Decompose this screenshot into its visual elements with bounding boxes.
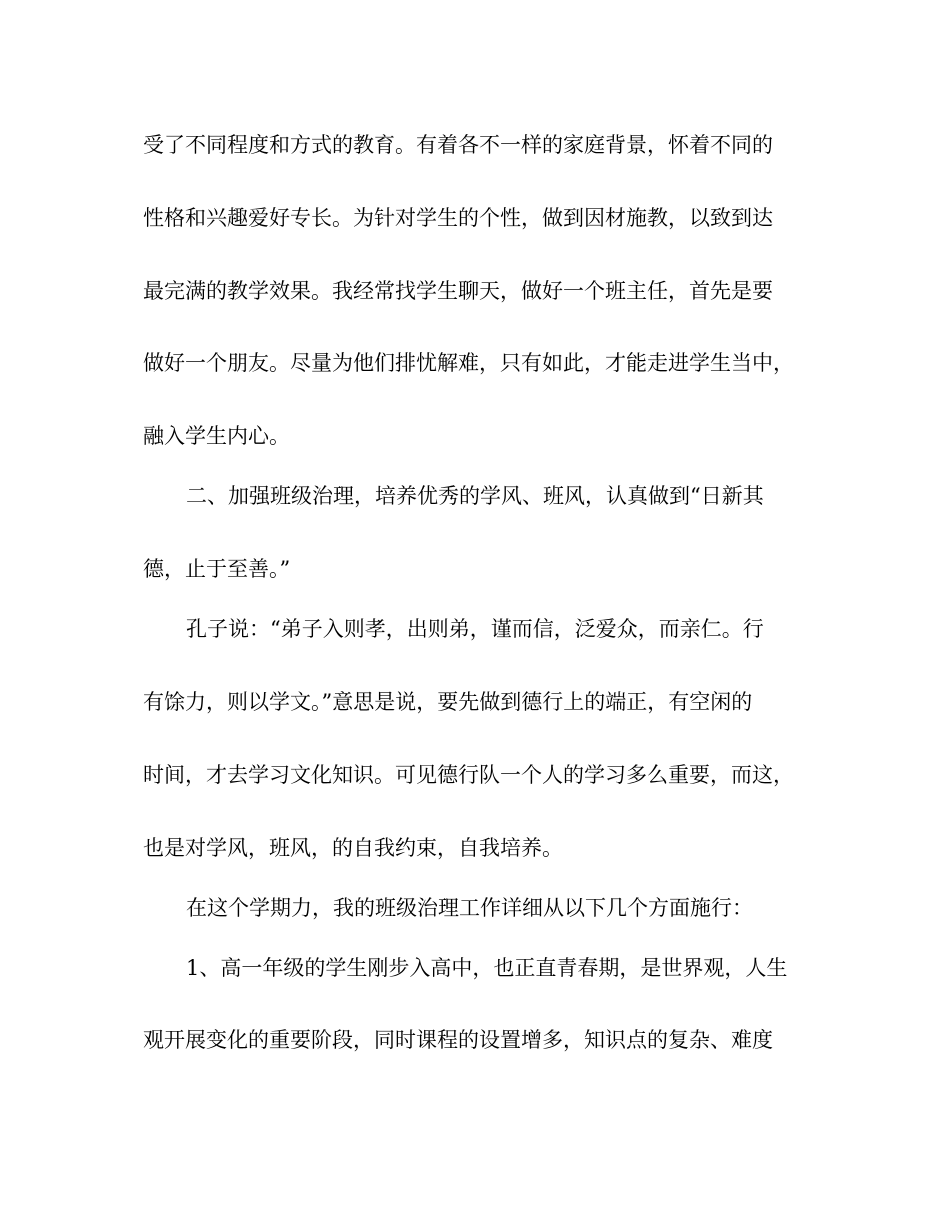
text-line-14: 观开展变化的重要阶段，同时课程的设置增多，知识点的复杂、难度	[143, 1028, 773, 1052]
list-item-1: 1、高一年级的学生刚步入高中，也正直青春期，是世界观，人生	[186, 956, 788, 980]
text-line-2: 性格和兴趣爱好专长。为针对学生的个性，做到因材施教，以致到达	[143, 206, 773, 230]
text-line-11: 也是对学风，班风，的自我约束，自我培养。	[143, 836, 563, 860]
text-line-10: 时间，才去学习文化知识。可见德行队一个人的学习多么重要，而这，	[143, 763, 794, 787]
text-line-4: 做好一个朋友。尽量为他们排忧解难，只有如此，才能走进学生当中，	[143, 351, 794, 375]
section-heading-2: 二、加强班级治理，培养优秀的学风、班风，认真做到“日新其	[186, 484, 764, 508]
text-line-5: 融入学生内心。	[143, 424, 290, 448]
text-line-8: 孔子说：“弟子入则孝，出则弟，谨而信，泛爱众，而亲仁。行	[186, 617, 764, 641]
text-line-3: 最完满的教学效果。我经常找学生聊天，做好一个班主任，首先是要	[143, 279, 773, 303]
text-line-1: 受了不同程度和方式的教育。有着各不一样的家庭背景，怀着不同的	[143, 133, 773, 157]
text-line-12: 在这个学期力，我的班级治理工作详细从以下几个方面施行：	[186, 896, 753, 920]
text-line-9: 有馀力，则以学文。”意思是说，要先做到德行上的端正，有空闲的	[143, 690, 753, 714]
text-line-7: 德，止于至善。”	[143, 557, 291, 581]
